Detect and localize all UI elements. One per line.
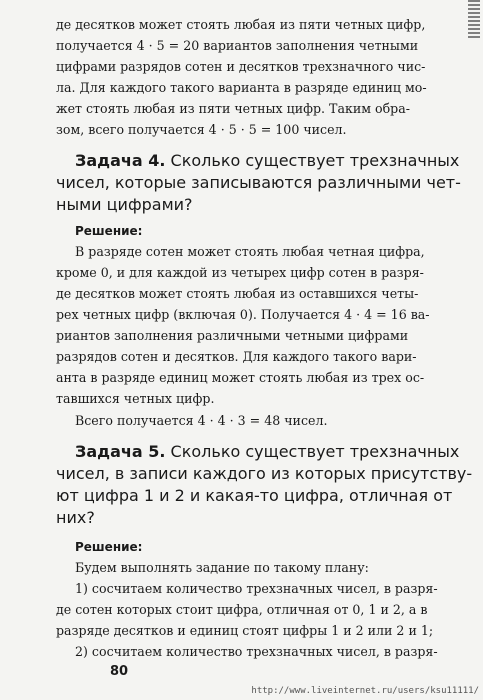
text-line: кроме 0, и для каждой из четырех цифр сотен в разря-	[56, 265, 424, 280]
text-line: ла. Для каждого такого варианта в разряде единиц мо-	[56, 80, 427, 95]
text-line: 2) сосчитаем количество трехзначных чисел, в разря-	[75, 644, 438, 659]
task-5-label: Задача 5.	[75, 442, 166, 461]
text-line: 1) сосчитаем количество трехзначных чисел, в разря-	[75, 581, 438, 596]
task-4-heading	[75, 150, 476, 172]
text-line: жет стоять любая из пяти четных цифр. Таким обра-	[56, 101, 411, 116]
task-5-plan: Будем выполнять задание по такому плану:	[75, 560, 369, 575]
task-5-solution-label: Решение:	[75, 540, 143, 554]
task-5-line: ют цифра 1 и 2 и какая-то цифра, отличная от	[56, 486, 453, 505]
text-line: цифрами разрядов сотен и десятков трехзначного чис-	[56, 59, 426, 74]
task-4-total: Всего получается 4 · 4 · 3 = 48 чисел.	[75, 413, 328, 428]
task-4-line: ными цифрами?	[56, 195, 193, 214]
text-line: де десятков может стоять любая из пяти четных цифр,	[56, 17, 426, 32]
task-5-line: чисел, в записи каждого из которых присутству-	[56, 464, 473, 483]
text-line: анта в разряде единиц может стоять любая из трех ос-	[56, 370, 425, 385]
task-5-heading	[75, 441, 476, 463]
text-line: де десятков может стоять любая из оставшихся четы-	[56, 286, 419, 301]
task-4-text: Сколько существует трехзначных	[165, 151, 460, 170]
text-line: тавшихся четных цифр.	[56, 391, 215, 406]
text-line: получается 4 · 5 = 20 вариантов заполнения четными	[56, 38, 419, 53]
task-5-text: Сколько существует трехзначных	[165, 442, 460, 461]
text-line: разряде десятков и единиц стоят цифры 1 и 2 или 2 и 1;	[56, 623, 434, 638]
text-line: де сотен которых стоит цифра, отличная от 0, 1 и 2, а в	[56, 602, 428, 617]
task-4-label: Задача 4.	[75, 151, 166, 170]
task-4-line: чисел, которые записываются различными чет-	[56, 173, 461, 192]
text-line: разрядов сотен и десятков. Для каждого такого вари-	[56, 349, 417, 364]
watermark-url[interactable]: http://www.liveinternet.ru/users/ksu11111/	[251, 686, 479, 696]
task-5-line: них?	[56, 508, 95, 527]
text-line: зом, всего получается 4 · 5 · 5 = 100 чисел.	[56, 122, 347, 137]
text-line: риантов заполнения различными четными цифрами	[56, 328, 409, 343]
text-line: В разряде сотен может стоять любая четная цифра,	[75, 244, 425, 259]
page-number: 80	[110, 664, 129, 679]
task-4-solution-label: Решение:	[75, 224, 143, 238]
text-line: рех четных цифр (включая 0). Получается 4 · 4 = 16 ва-	[56, 307, 430, 322]
